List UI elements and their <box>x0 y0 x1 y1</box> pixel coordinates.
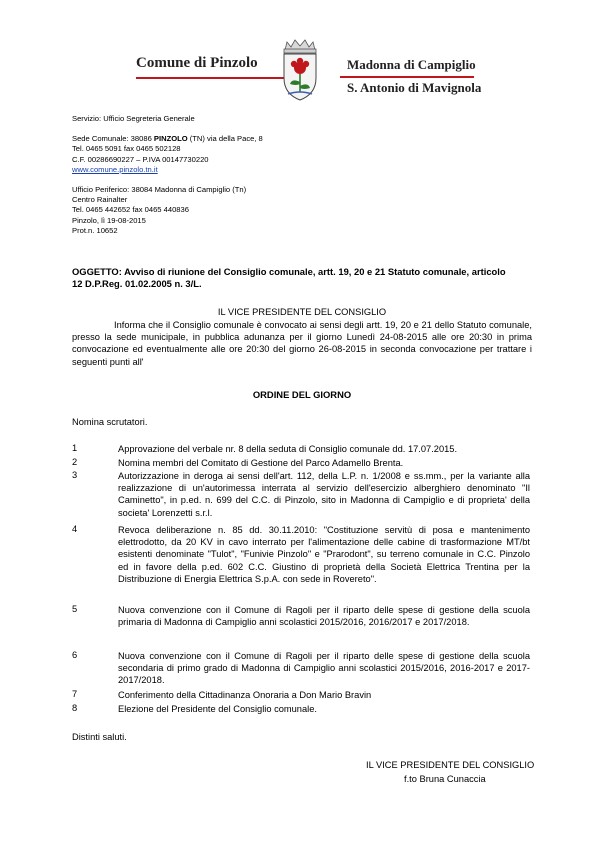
intro-paragraph: Informa che il Consiglio comunale è convocato ai sensi degli artt. 19, 20 e 21 dello Statuto comunale, presso la sede municipale, in pubblica adunanza per il giorno Lunedì 24-08-2015 alle ore 20:30 in prima convocazione ed eventualmente alle ore 20:30 del giorno 26-08-2015 in seconda convocazione per trattare i seguenti punti all' <box>72 320 532 367</box>
agenda-item-text: Nomina membri del Comitato di Gestione del Parco Adamello Brenta. <box>118 458 404 468</box>
oggetto-label: OGGETTO: <box>72 266 122 277</box>
agenda-item-number: 1 <box>72 443 78 453</box>
crest-icon <box>276 38 324 102</box>
agenda-item-number: 3 <box>72 470 78 480</box>
agenda-item-text: Autorizzazione in deroga ai sensi dell'art. 112, della L.P. n. 1/2008 e ss.mm., per la variante alla realizzazione di un'autorimessa interrata al servizio dell'esercizio alberghiero denominato "Il Caminetto", in p.ed. n. 699 del C.C. di Pinzolo, sito in Madonna di Campiglio e di proprieta' della societa' Lorenzetti s.r.l. <box>118 471 530 518</box>
comune-name: Comune di Pinzolo <box>136 55 258 71</box>
oggetto-line-1 <box>72 266 532 278</box>
greeting: Distinti saluti. <box>72 732 127 742</box>
agenda-item-text: Nuova convenzione con il Comune di Ragoli per il riparto delle spese di gestione della scuola primaria di Madonna di Campiglio anni scolastici 2015/2016, 2016/2017 e 2017/2018. <box>118 605 530 628</box>
agenda-item-number: 2 <box>72 457 78 467</box>
letterhead-rule-right <box>340 76 474 78</box>
periferico-line: Ufficio Periferico: 38084 Madonna di Campiglio (Tn) <box>72 185 247 195</box>
oggetto-text-1: Avviso di riunione del Consiglio comunale, artt. 19, 20 e 21 Statuto comunale, articolo <box>121 266 506 277</box>
oggetto-text-2: 12 D.P.Reg. 01.02.2005 n. 3/L. <box>72 278 202 290</box>
servizio-line: Servizio: Ufficio Segreteria Generale <box>72 114 195 123</box>
intro-heading: IL VICE PRESIDENTE DEL CONSIGLIO <box>217 307 387 317</box>
frazione-madonna-di-campiglio: Madonna di Campiglio <box>347 57 476 72</box>
frazione-s-antonio-di-mavignola: S. Antonio di Mavignola <box>347 80 482 95</box>
protocol-line: Prot.n. 10652 <box>72 225 118 235</box>
preliminary-item: Nomina scrutatori. <box>72 417 148 427</box>
municipal-crest <box>276 38 324 102</box>
agenda-item-text: Revoca deliberazione n. 85 dd. 30.11.2010: "Costituzione servitù di posa e mantenimento elettrodotto, da 20 KV in cavo interrato per l'alimentazione delle cabine di trasformazione MT/bt esistenti denominate "Tulot", "Funivie Pinzolo" e "Prarodont", su terreno comunale in C.C. Pinzolo ed in favore della p.ed. 602 C.C. Giustino di proprietà della Società Elettrica Trentina per la Distribuzione di Energia Elettrica S.p.A. con sede in Rovereto". <box>118 525 530 584</box>
tel2-line: Tel. 0465 442652 fax 0465 440836 <box>72 205 189 215</box>
agenda-item-number: 4 <box>72 524 78 534</box>
agenda-item-number: 5 <box>72 604 78 614</box>
sede-line <box>72 134 372 144</box>
letterhead-rule-left <box>136 77 285 79</box>
cf-piva-line: C.F. 00286690227 – P.IVA 00147730220 <box>72 154 209 164</box>
agenda-title: ORDINE DEL GIORNO <box>252 389 352 400</box>
oggetto <box>72 266 532 291</box>
agenda-item-text: Elezione del Presidente del Consiglio comunale. <box>118 704 317 714</box>
agenda-item-number: 8 <box>72 703 78 713</box>
tel-line: Tel. 0465 5091 fax 0465 502128 <box>72 144 181 154</box>
website-link[interactable]: www.comune.pinzolo.tn.it <box>72 164 158 174</box>
sede-prefix: Sede Comunale: 38086 <box>72 134 154 144</box>
sede-suffix: (TN) via della Pace, 8 <box>187 134 263 144</box>
centro-line: Centro Rainalter <box>72 195 128 205</box>
agenda-item-text: Approvazione del verbale nr. 8 della seduta di Consiglio comunale dd. 17.07.2015. <box>118 444 458 454</box>
sede-city: PINZOLO <box>153 134 188 144</box>
agenda-item-text: Nuova convenzione con il Comune di Ragoli per il riparto delle spese di gestione della scuola secondaria di primo grado di Madonna di Campiglio anni scolastici 2015/2016, 2016-2017 e 2017-2017/2018. <box>118 651 530 686</box>
agenda-item-number: 6 <box>72 650 78 660</box>
signer-title: IL VICE PRESIDENTE DEL CONSIGLIO <box>366 760 535 770</box>
agenda-item-text: Conferimento della Cittadinanza Onoraria a Don Mario Bravin <box>118 690 372 700</box>
agenda-item-number: 7 <box>72 689 78 699</box>
date-line: Pinzolo, lì 19-08-2015 <box>72 215 146 225</box>
sender-block <box>72 114 372 236</box>
signer-name: f.to Bruna Cunaccia <box>404 774 486 784</box>
